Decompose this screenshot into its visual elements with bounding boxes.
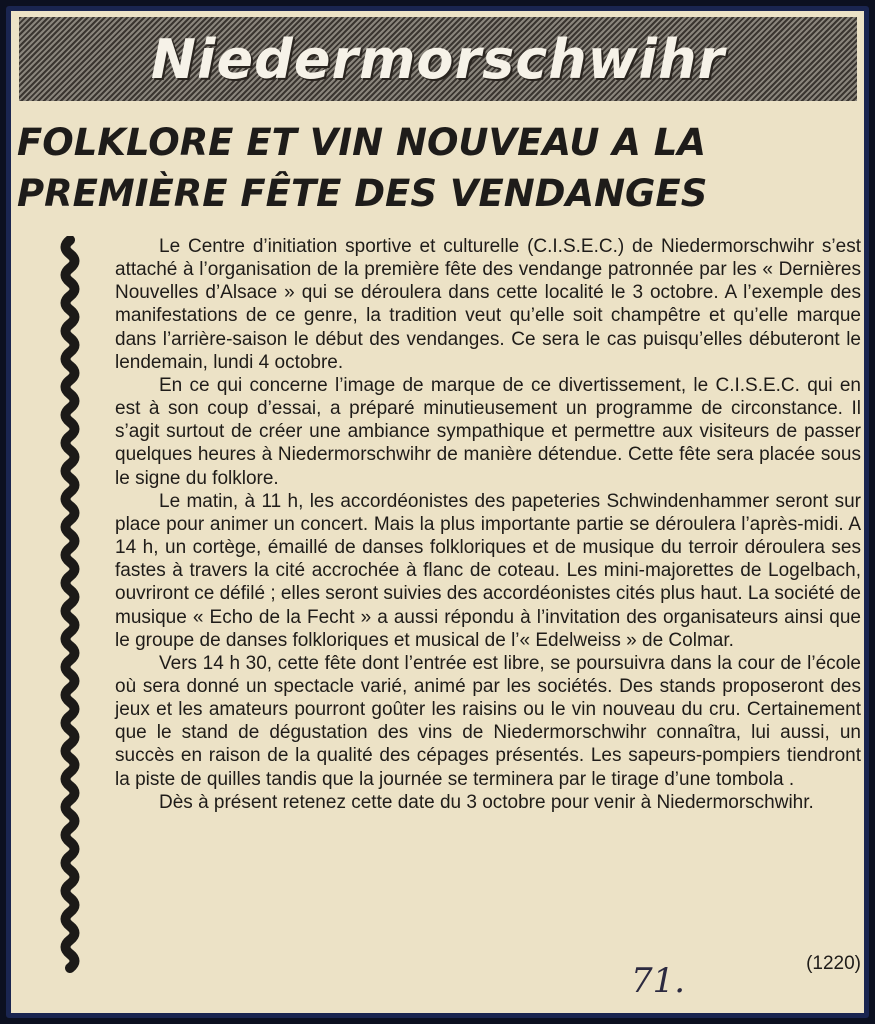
location-banner (19, 17, 857, 101)
article-paragraph-1: Le Centre d’initiation sportive et culturelle (C.I.S.E.C.) de Niedermorschwihr s’est attaché à l’organisation de la première fête des vendange patronnée par les « Dernières Nouvelles d’Alsace » qui se déroulera dans cette localité le 3 octobre. A l’exemple des manifestations de ce genre, la tradition veut qu’elle soit champêtre et qu’elle marque dans l’arrière-saison le début des vendanges. Ce sera le cas puisqu’elles débuteront le lendemain, lundi 4 octobre. (115, 236, 861, 373)
article-reference-number: (1220) (806, 953, 861, 974)
article-paragraph-2: En ce qui concerne l’image de marque de ce divertissement, le C.I.S.E.C. qui en est à son coup d’essai, a préparé minutieusement un programme de circonstance. Il s’agit surtout de créer une ambiance sympathique et permettre aux visiteurs de passer quelques heures à Niedermorschwihr de manière détendue. Cette fête sera placée sous le signe du folklore. (115, 374, 861, 489)
newspaper-clipping (11, 11, 864, 1013)
article-headline (17, 117, 847, 219)
article-body (115, 235, 861, 814)
article-paragraph-4: Vers 14 h 30, cette fête dont l’entrée est libre, se poursuivra dans la cour de l’école où sera donné un spectacle varié, animé par les sociétés. Des stands proposeront des jeux et les amateurs pourront goûter les raisins ou le vin nouveau du cru. Certainement que le stand de dégustation des vins de Niedermorschwihr connaîtra, lui aussi, un succès en raison de la qualité des cépages présentés. Les sapeurs-pompiers tiendront la piste de quilles tandis que la journée se terminera par le tirage d’une tombola . (115, 652, 861, 790)
article-paragraph-3: Le matin, à 11 h, les accordéonistes des papeteries Schwindenhammer seront sur place pour animer un concert. Mais la plus importante partie se déroulera l’après-midi. A 14 h, un cortège, émaillé de danses folkloriques et de musique du terroir déroulera ses fastes à travers la cité accrochée à flanc de coteau. Les mini-majorettes de Logelbach, ouvriront ce défilé ; elles seront suivies des accordéonistes cités plus haut. La société de musique « Echo de la Fecht » a aussi répondu à l’invitation des organisateurs ainsi que le groupe de danses folkloriques et musical de l’« Edelweiss » de Colmar. (115, 490, 861, 651)
headline-line-1: FOLKLORE ET VIN NOUVEAU A LA (17, 121, 706, 164)
headline-line-2: PREMIÈRE FÊTE DES VENDANGES (17, 172, 708, 215)
banner-title: Niedermorschwihr (150, 27, 726, 91)
handwritten-page-number: 71. (631, 961, 686, 1001)
wavy-rule-decoration (55, 236, 85, 974)
article-paragraph-5: Dès à présent retenez cette date du 3 octobre pour venir à Niedermorschwihr. (159, 791, 814, 813)
